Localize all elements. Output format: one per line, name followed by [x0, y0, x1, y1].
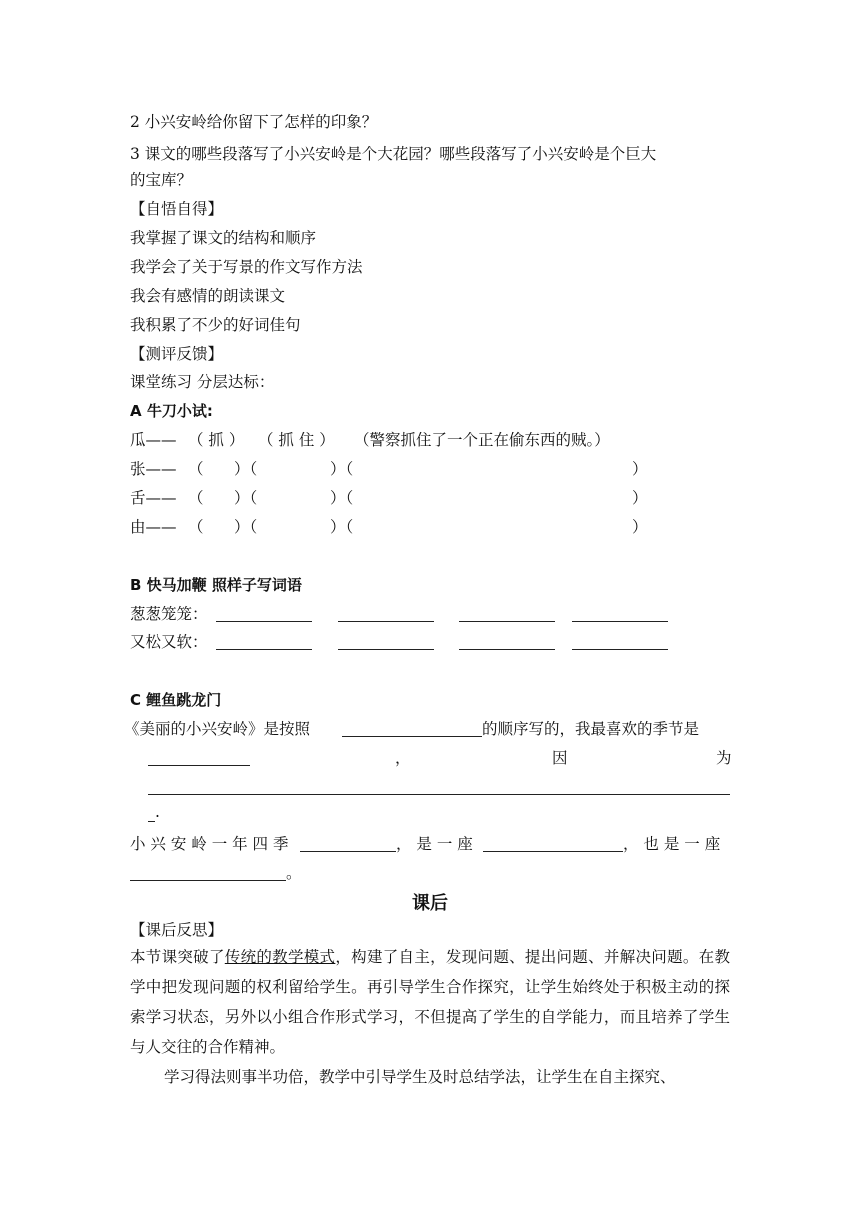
c-line5-end: 。	[286, 864, 302, 882]
a-row-blank2: （ 抓 住 ）	[258, 431, 335, 449]
self-insight-item: 我积累了不少的好词佳句	[130, 316, 301, 334]
answer-blank[interactable]	[216, 634, 312, 650]
answer-blank[interactable]	[148, 750, 250, 766]
a-row-paren: （	[188, 489, 204, 507]
after-class-title: 课后	[412, 893, 448, 914]
answer-blank[interactable]	[148, 806, 155, 822]
c-line1-b: 的顺序写的，我最喜欢的季节是	[482, 720, 700, 738]
a-row-paren: （	[188, 460, 204, 478]
answer-blank[interactable]	[130, 865, 286, 881]
self-insight-item: 我学会了关于写景的作文写作方法	[130, 258, 363, 276]
question-3-line2: 的宝库？	[130, 171, 193, 189]
c-line4-a: 小 兴 安 岭 一 年 四 季	[130, 835, 289, 853]
b-row-word: 又松又软：	[130, 633, 208, 651]
reflection-paragraph-2: 学习得法则事半功倍，教学中引导学生及时总结学法，让学生在自主探究、	[164, 1068, 676, 1086]
answer-blank[interactable]	[216, 606, 312, 622]
a-row-blank1: （ 抓 ）	[188, 431, 245, 449]
a-row-paren: （	[188, 518, 204, 536]
b-row-word: 葱葱笼笼：	[130, 605, 208, 623]
question-3-line1: 3 课文的哪些段落写了小兴安岭是个大花园？哪些段落写了小兴安岭是个巨大	[130, 145, 657, 163]
reflection-underlined-text: 传统的教学模式	[224, 948, 336, 966]
section-c-title: C 鲤鱼跳龙门	[130, 691, 222, 709]
c-line2-wei: 为	[716, 749, 732, 767]
a-row-paren: ）（	[330, 460, 354, 478]
a-row-paren: ）（	[234, 489, 258, 507]
c-line4-b: ， 是 一 座	[396, 835, 473, 853]
reflection-text: ，构建了自主，发现问题、提出问题、并解决问题。在教学中把发现问题的权利留给学生。再引导学生合作探究，让学生始终处于积极主动的探索学习状态，另外以小组合作形式学习，不但提高了学生的自学能力，而且培养了学生与人交往的合作精神。	[130, 948, 730, 1056]
answer-blank[interactable]	[483, 836, 623, 852]
a-row-blank3: （警察抓住了一个正在偷东西的贼。）	[354, 431, 610, 449]
answer-blank[interactable]	[572, 634, 668, 650]
a-row-char: 舌——	[130, 489, 177, 507]
answer-blank[interactable]	[459, 606, 555, 622]
answer-blank[interactable]	[300, 836, 396, 852]
c-line2-comma: ，	[395, 749, 411, 767]
reflection-heading: 【课后反思】	[130, 921, 224, 939]
assessment-heading: 【测评反馈】	[130, 345, 224, 363]
c-line1-a: 《美丽的小兴安岭》是按照	[124, 720, 311, 738]
assessment-intro: 课堂练习 分层达标：	[130, 373, 275, 391]
section-a-title: A 牛刀小试:	[130, 402, 213, 420]
c-line3-end: .	[155, 803, 160, 821]
self-insight-heading: 【自悟自得】	[130, 200, 224, 218]
answer-blank[interactable]	[572, 606, 668, 622]
c-line4-c: ， 也 是 一 座	[623, 835, 721, 853]
answer-blank[interactable]	[459, 634, 555, 650]
a-row-char: 张——	[130, 460, 177, 478]
a-row-paren: ）（	[330, 518, 354, 536]
self-insight-item: 我掌握了课文的结构和顺序	[130, 229, 317, 247]
answer-blank[interactable]	[342, 721, 482, 737]
a-row-paren: ）	[632, 518, 648, 536]
self-insight-item: 我会有感情的朗读课文	[130, 287, 286, 305]
a-row-paren: ）（	[234, 518, 258, 536]
reflection-text: 本节课突破了	[130, 948, 225, 966]
reflection-paragraph	[130, 942, 730, 1062]
answer-blank[interactable]	[338, 634, 434, 650]
answer-blank[interactable]	[148, 779, 730, 795]
a-row-paren: ）	[632, 460, 648, 478]
answer-blank[interactable]	[338, 606, 434, 622]
c-line2-yin: 因	[552, 749, 568, 767]
a-row-char: 瓜——	[130, 431, 177, 449]
a-row-char: 由——	[130, 518, 177, 536]
question-2: 2 小兴安岭给你留下了怎样的印象？	[130, 113, 378, 131]
a-row-paren: ）	[632, 489, 648, 507]
section-b-title: B 快马加鞭 照样子写词语	[130, 576, 302, 594]
a-row-paren: ）（	[330, 489, 354, 507]
a-row-paren: ）（	[234, 460, 258, 478]
